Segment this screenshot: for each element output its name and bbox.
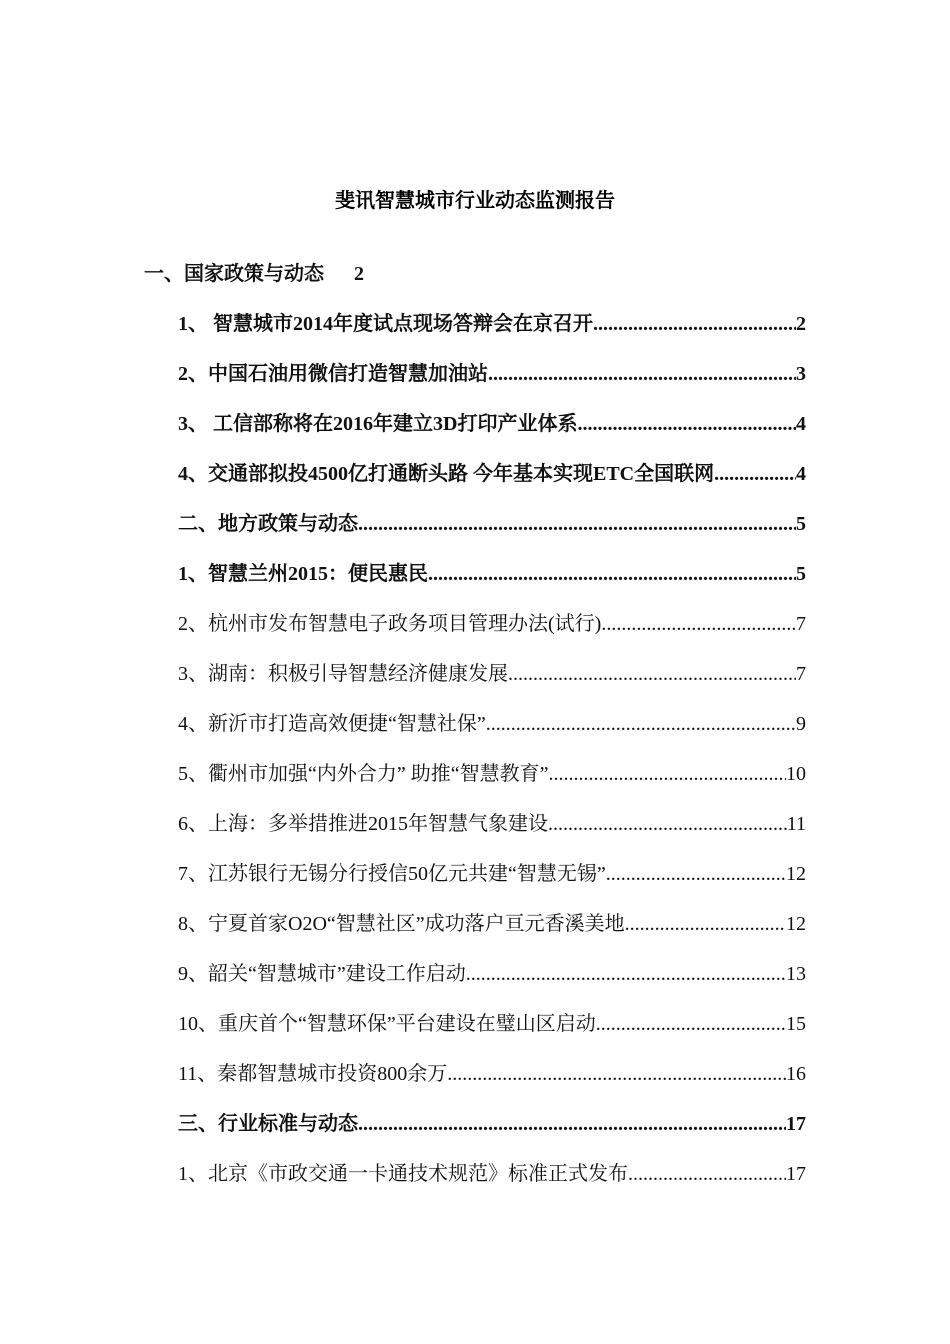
toc-entry[interactable] — [178, 609, 806, 639]
toc-leader-dots — [625, 909, 786, 939]
toc-entry-label: 5、衢州市加强“内外合力” 助推“智慧教育” — [178, 763, 549, 785]
toc-leader-dots — [548, 809, 787, 839]
toc-entry[interactable] — [178, 959, 806, 989]
toc-leader-dots — [358, 509, 796, 539]
toc-entry-page: 2 — [354, 263, 364, 285]
toc-leader-dots — [549, 759, 786, 789]
toc-entry[interactable] — [178, 909, 806, 939]
toc-entry[interactable] — [178, 309, 806, 339]
toc-entry[interactable] — [178, 1159, 806, 1189]
toc-leader-dots — [447, 1059, 786, 1089]
toc-entry-label: 三、行业标准与动态 — [178, 1113, 358, 1135]
toc-entry[interactable] — [178, 459, 806, 489]
toc-entry-label: 1、智慧兰州2015：便民惠民 — [178, 563, 428, 585]
toc-entry[interactable] — [178, 1009, 806, 1039]
toc-entry[interactable] — [144, 259, 444, 289]
toc-entry[interactable] — [178, 859, 806, 889]
toc-entry-label: 8、宁夏首家O2O“智慧社区”成功落户亘元香溪美地 — [178, 913, 625, 935]
toc-entry-label: 4、新沂市打造高效便捷“智慧社保” — [178, 713, 486, 735]
toc-entry-page: 5 — [796, 563, 806, 585]
toc-entry-label: 1、 智慧城市2014年度试点现场答辩会在京召开 — [178, 313, 593, 335]
toc-entry[interactable] — [178, 1109, 806, 1139]
toc-entry-label: 1、北京《市政交通一卡通技术规范》标准正式发布 — [178, 1163, 628, 1185]
toc-entry-label: 3、湖南：积极引导智慧经济健康发展 — [178, 663, 508, 685]
toc-entry[interactable] — [178, 709, 806, 739]
toc-entry-page: 10 — [786, 763, 806, 785]
toc-leader-dots — [596, 1009, 786, 1039]
toc-entry-page: 4 — [796, 413, 806, 435]
toc-entry-page: 7 — [796, 663, 806, 685]
toc-entry-label: 2、中国石油用微信打造智慧加油站 — [178, 363, 488, 385]
toc-entry-label: 4、交通部拟投4500亿打通断头路 今年基本实现ETC全国联网 — [178, 463, 715, 485]
toc-entry-page: 4 — [796, 463, 806, 485]
toc-entry-label: 一、国家政策与动态 — [144, 263, 324, 285]
toc-leader-dots — [488, 359, 796, 389]
toc-entry-page: 2 — [796, 313, 806, 335]
toc-entry-page: 16 — [786, 1063, 806, 1085]
toc-entry-page: 12 — [786, 913, 806, 935]
toc-entry-page: 3 — [796, 363, 806, 385]
toc-entry[interactable] — [178, 509, 806, 539]
toc-entry[interactable] — [178, 559, 806, 589]
toc-entry-page: 17 — [786, 1113, 806, 1135]
toc-leader-dots — [466, 959, 786, 989]
document-title: 斐讯智慧城市行业动态监测报告 — [335, 188, 615, 212]
toc-entry-label: 二、地方政策与动态 — [178, 513, 358, 535]
toc-entry-page: 17 — [786, 1163, 806, 1185]
toc-entry-label: 9、韶关“智慧城市”建设工作启动 — [178, 963, 466, 985]
toc-entry[interactable] — [178, 409, 806, 439]
toc-entry-page: 15 — [786, 1013, 806, 1035]
toc-leader-dots — [577, 409, 796, 439]
toc-entry-page: 12 — [786, 863, 806, 885]
toc-entry-label: 10、重庆首个“智慧环保”平台建设在璧山区启动 — [178, 1013, 596, 1035]
toc-entry-label: 3、 工信部称将在2016年建立3D打印产业体系 — [178, 413, 578, 435]
toc-entry-label: 7、江苏银行无锡分行授信50亿元共建“智慧无锡” — [178, 863, 606, 885]
toc-entry-page: 7 — [796, 613, 806, 635]
toc-entry[interactable] — [178, 759, 806, 789]
toc-leader-dots — [714, 459, 796, 489]
toc-leader-dots — [508, 659, 796, 689]
toc-leader-dots — [606, 859, 786, 889]
toc-entry[interactable] — [178, 809, 806, 839]
toc-leader-dots — [428, 559, 796, 589]
toc-leader-dots — [486, 709, 796, 739]
toc-entry-page: 5 — [796, 513, 806, 535]
toc-entry[interactable] — [178, 659, 806, 689]
toc-entry-page: 9 — [796, 713, 806, 735]
toc-entry-label: 2、杭州市发布智慧电子政务项目管理办法(试行) — [178, 613, 602, 635]
toc-entry-label: 11、秦都智慧城市投资800余万 — [178, 1063, 448, 1085]
toc-leader-dots — [358, 1109, 786, 1139]
toc-entry-label: 6、上海：多举措推进2015年智慧气象建设 — [178, 813, 548, 835]
toc-leader-dots — [593, 309, 796, 339]
toc-entry-page: 13 — [786, 963, 806, 985]
toc-leader-dots — [601, 609, 796, 639]
toc-entry[interactable] — [178, 1059, 806, 1089]
toc-leader-dots — [628, 1159, 786, 1189]
toc-entry[interactable] — [178, 359, 806, 389]
toc-entry-page: 11 — [786, 813, 806, 835]
